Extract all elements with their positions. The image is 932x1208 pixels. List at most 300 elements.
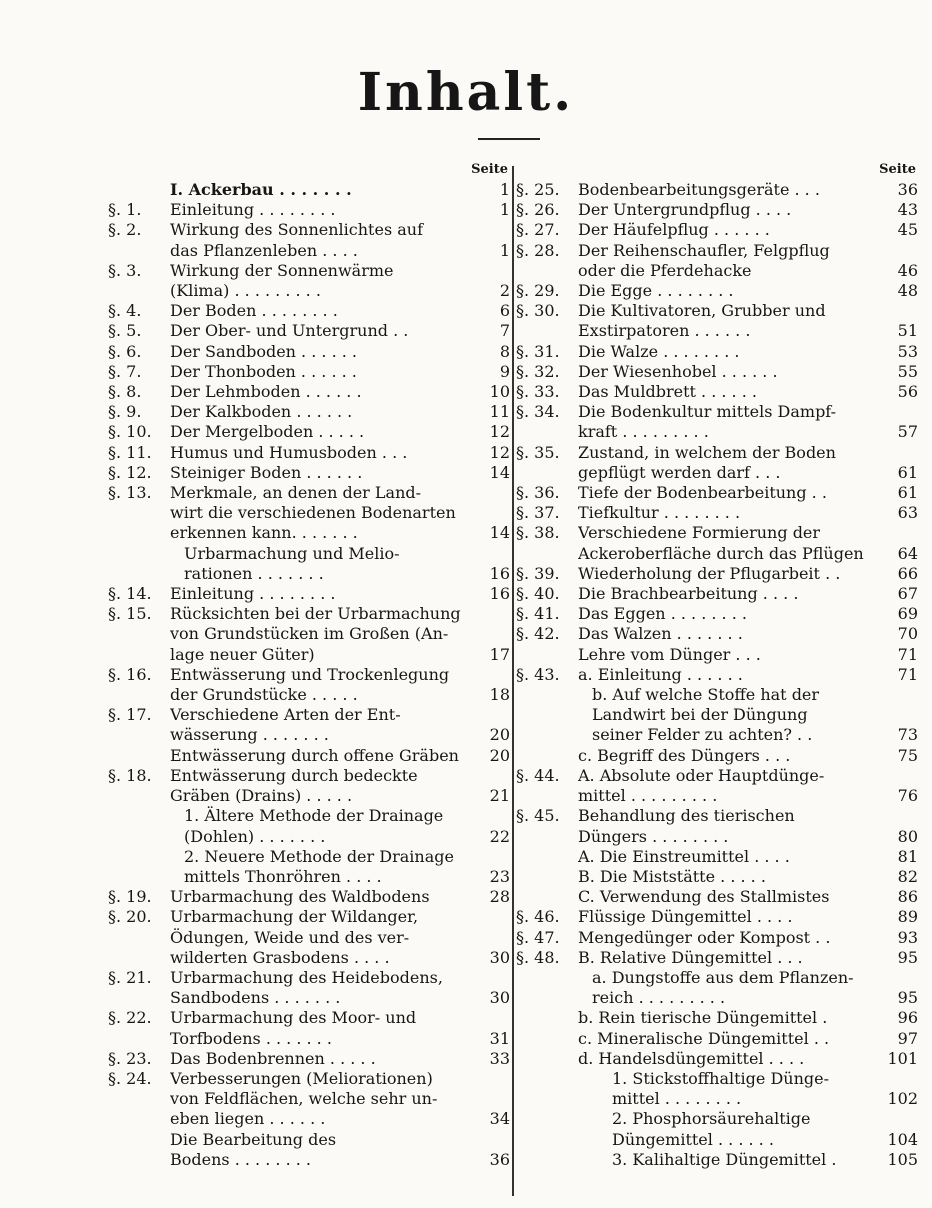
entry-title: von Feldflächen, welche sehr un- xyxy=(170,1089,438,1109)
page-number: 1 xyxy=(499,200,510,220)
toc-entry-line xyxy=(516,645,918,665)
toc-entry-line xyxy=(108,725,510,745)
page-number xyxy=(476,907,510,927)
toc-entry-line xyxy=(516,200,918,220)
page-number: 36 xyxy=(897,180,918,199)
toc-entry-line xyxy=(108,847,510,867)
section-number xyxy=(516,463,578,483)
entry-title: Entwässerung durch offene Gräben xyxy=(170,745,459,765)
page-number: 63 xyxy=(897,503,918,523)
entry-title: Tiefkultur . . . . . . . . xyxy=(578,503,741,523)
page-number: 18 xyxy=(489,685,510,705)
toc-entry-line xyxy=(108,887,510,907)
toc-entry-line xyxy=(516,362,918,382)
toc-entry-line xyxy=(516,907,918,927)
page-number: 11 xyxy=(489,402,510,422)
section-number: §. 6. xyxy=(108,341,142,361)
entry-title: Urbarmachung der Wildanger, xyxy=(170,907,419,927)
section-number: §. 22. xyxy=(108,1008,152,1028)
entry-title: erkennen kann. . . . . . . xyxy=(170,523,358,543)
toc-entry-line xyxy=(108,806,510,826)
toc-entry-line xyxy=(516,544,918,564)
section-number: §. 39. xyxy=(516,563,560,583)
entry-title: Düngers . . . . . . . . xyxy=(578,826,729,846)
toc-entry-line xyxy=(108,1150,510,1170)
entry-title: Verschiedene Formierung der xyxy=(578,523,821,543)
entry-title: Einleitung . . . . . . . . xyxy=(170,200,336,220)
toc-entry-line xyxy=(108,443,510,463)
page-number: 73 xyxy=(897,725,918,745)
page-number: 7 xyxy=(499,321,510,341)
entry-title: Die Bodenkultur mittels Dampf- xyxy=(578,402,837,422)
toc-entry-line xyxy=(516,624,918,644)
toc-entry-line xyxy=(108,180,510,200)
section-number: §. 48. xyxy=(516,947,560,967)
entry-title: Das Bodenbrennen . . . . . xyxy=(170,1048,376,1068)
toc-entry-line xyxy=(108,1109,510,1129)
page-number xyxy=(884,402,918,422)
section-number xyxy=(108,786,170,806)
toc-entry-line xyxy=(516,1049,918,1069)
page-number: 61 xyxy=(897,462,918,482)
page-number: 12 xyxy=(489,442,510,462)
entry-title: Rücksichten bei der Urbarmachung xyxy=(170,604,461,624)
entry-title: Bodenbearbeitungsgeräte . . . xyxy=(578,180,820,199)
entry-title: der Grundstücke . . . . . xyxy=(170,685,358,705)
entry-title: (Klima) . . . . . . . . . xyxy=(170,281,321,301)
toc-entry-line xyxy=(108,1130,510,1150)
entry-title: Die Bearbeitung des xyxy=(170,1129,337,1149)
page-number: 45 xyxy=(897,220,918,240)
toc-column-left xyxy=(108,162,510,1170)
toc-entry-line xyxy=(516,321,918,341)
page-number: 17 xyxy=(489,644,510,664)
entry-title: Steiniger Boden . . . . . . xyxy=(170,462,363,482)
section-number: §. 20. xyxy=(108,907,152,927)
section-number: §. 18. xyxy=(108,765,152,785)
section-number xyxy=(108,1029,170,1049)
page-number xyxy=(476,968,510,988)
section-number: §. 10. xyxy=(108,422,152,442)
page-number: 67 xyxy=(897,584,918,604)
page-number: 53 xyxy=(897,341,918,361)
section-number xyxy=(516,705,578,725)
toc-entry-line xyxy=(516,1150,918,1170)
section-number: §. 23. xyxy=(108,1048,152,1068)
toc-entry-line xyxy=(516,665,918,685)
page-number xyxy=(476,624,510,644)
entry-title: Behandlung des tierischen xyxy=(578,806,795,826)
page-number: 95 xyxy=(897,947,918,967)
entry-title: mittel . . . . . . . . xyxy=(612,1089,742,1109)
toc-entry-line xyxy=(516,503,918,523)
page-number xyxy=(476,503,510,523)
section-number xyxy=(108,180,170,200)
page-number: 20 xyxy=(489,725,510,745)
section-number xyxy=(108,847,170,867)
toc-entry-line xyxy=(516,847,918,867)
section-number: §. 11. xyxy=(108,442,152,462)
entry-title: C. Verwendung des Stallmistes xyxy=(578,887,830,907)
section-number xyxy=(516,968,578,988)
toc-entry-line xyxy=(108,200,510,220)
page-number: 51 xyxy=(897,321,918,341)
page-number xyxy=(476,261,510,281)
toc-entry-line xyxy=(108,746,510,766)
page-number xyxy=(476,220,510,240)
page-number xyxy=(884,766,918,786)
entry-title: Tiefe der Bodenbearbeitung . . xyxy=(578,483,827,503)
entry-title: 2. Neuere Methode der Drainage xyxy=(184,846,454,866)
page-number: 23 xyxy=(489,866,510,886)
toc-entry-line xyxy=(108,241,510,261)
page-number: 71 xyxy=(897,644,918,664)
entry-title: seiner Felder zu achten? . . xyxy=(592,725,813,745)
section-number: §. 3. xyxy=(108,260,142,280)
section-number: §. 5. xyxy=(108,321,142,341)
entry-title: Der Ober- und Untergrund . . xyxy=(170,321,409,341)
toc-entry-line xyxy=(108,342,510,362)
entry-title: d. Handelsdüngemittel . . . . xyxy=(578,1048,805,1068)
entry-title: Urbarmachung des Moor- und xyxy=(170,1008,417,1028)
seite-header-right: Seite xyxy=(879,162,916,177)
section-number: §. 38. xyxy=(516,523,560,543)
toc-entry-line xyxy=(516,220,918,240)
section-number: §. 40. xyxy=(516,584,560,604)
page-number: 20 xyxy=(489,745,510,765)
page-number xyxy=(884,1069,918,1089)
entry-title: Ackeroberfläche durch das Pflügen xyxy=(578,543,864,563)
entry-title: Der Reihenschaufler, Felgpflug xyxy=(578,240,830,260)
section-number xyxy=(108,1150,170,1170)
entry-title: Urbarmachung des Waldbodens xyxy=(170,887,430,907)
page-number: 93 xyxy=(897,927,918,947)
section-number: §. 14. xyxy=(108,584,152,604)
page-number: 1 xyxy=(499,180,510,199)
toc-entry-line xyxy=(108,1089,510,1109)
toc-entry-line xyxy=(108,584,510,604)
toc-entry-line xyxy=(108,281,510,301)
section-number xyxy=(516,544,578,564)
toc-entry-line xyxy=(108,463,510,483)
section-number xyxy=(516,422,578,442)
page-number xyxy=(884,705,918,725)
entry-title: Wiederholung der Pflugarbeit . . xyxy=(578,563,841,583)
page-number: 96 xyxy=(897,1008,918,1028)
entry-title: Wirkung der Sonnenwärme xyxy=(170,260,394,280)
toc-entry-line xyxy=(516,584,918,604)
entry-title: Exstirpatoren . . . . . . xyxy=(578,321,751,341)
section-number: §. 44. xyxy=(516,765,560,785)
toc-entry-line xyxy=(108,867,510,887)
page-number xyxy=(476,544,510,564)
entry-title: a. Dungstoffe aus dem Pflanzen- xyxy=(592,967,854,987)
section-number: §. 1. xyxy=(108,200,142,220)
entry-title: rationen . . . . . . . xyxy=(184,563,324,583)
toc-entry-line xyxy=(516,342,918,362)
toc-entry-line xyxy=(516,705,918,725)
page-number xyxy=(476,1130,510,1150)
section-number xyxy=(108,725,170,745)
section-number xyxy=(516,786,578,806)
toc-entry-line xyxy=(516,241,918,261)
section-number: §. 45. xyxy=(516,806,560,826)
entry-title: Der Häufelpflug . . . . . . xyxy=(578,220,770,240)
section-number: §. 47. xyxy=(516,927,560,947)
section-number xyxy=(516,1008,578,1028)
entry-title: Landwirt bei der Düngung xyxy=(592,705,808,725)
section-number: §. 46. xyxy=(516,907,560,927)
toc-entry-line xyxy=(516,281,918,301)
section-number xyxy=(516,1150,578,1170)
page-number: 14 xyxy=(489,523,510,543)
page-number: 22 xyxy=(489,826,510,846)
section-number: §. 15. xyxy=(108,604,152,624)
page-number: 101 xyxy=(887,1048,918,1068)
entry-title: Bodens . . . . . . . . xyxy=(170,1149,311,1169)
entry-title: Einleitung . . . . . . . . xyxy=(170,584,336,604)
toc-entry-line xyxy=(108,1029,510,1049)
page-number xyxy=(476,665,510,685)
entry-title: wässerung . . . . . . . xyxy=(170,725,329,745)
page-number: 61 xyxy=(897,483,918,503)
section-number: §. 29. xyxy=(516,281,560,301)
toc-entry-line xyxy=(108,928,510,948)
page-number: 55 xyxy=(897,361,918,381)
toc-entry-line xyxy=(108,1008,510,1028)
entry-title: 1. Ältere Methode der Drainage xyxy=(184,806,444,826)
section-number: §. 32. xyxy=(516,361,560,381)
section-number xyxy=(108,503,170,523)
entry-title: 3. Kalihaltige Düngemittel . xyxy=(612,1149,837,1169)
section-number xyxy=(108,746,170,766)
section-number: §. 36. xyxy=(516,483,560,503)
toc-entry-line xyxy=(516,988,918,1008)
page-number: 105 xyxy=(887,1149,918,1169)
entry-title: Der Kalkboden . . . . . . xyxy=(170,402,353,422)
page-number: 8 xyxy=(499,341,510,361)
section-number xyxy=(516,988,578,1008)
section-number xyxy=(108,645,170,665)
page-number xyxy=(476,1089,510,1109)
toc-entry-line xyxy=(516,766,918,786)
toc-entry-line xyxy=(516,564,918,584)
toc-entries-right xyxy=(516,180,918,1170)
page-number xyxy=(476,928,510,948)
entry-title: das Pflanzenleben . . . . xyxy=(170,240,358,260)
section-number: §. 26. xyxy=(516,200,560,220)
toc-entry-line xyxy=(516,685,918,705)
toc-entry-line xyxy=(516,523,918,543)
section-number: §. 33. xyxy=(516,382,560,402)
page-title: Inhalt. xyxy=(357,62,575,123)
toc-entry-line xyxy=(516,968,918,988)
entry-title: Wirkung des Sonnenlichtes auf xyxy=(170,220,424,240)
entry-title: Humus und Humusboden . . . xyxy=(170,442,408,462)
entry-title: c. Begriff des Düngers . . . xyxy=(578,745,791,765)
page-number: 28 xyxy=(489,887,510,907)
page-number: 16 xyxy=(489,584,510,604)
page-number: 57 xyxy=(897,422,918,442)
toc-entry-line xyxy=(108,503,510,523)
section-number xyxy=(516,847,578,867)
entry-title: lage neuer Güter) xyxy=(170,644,315,664)
section-number: §. 24. xyxy=(108,1068,152,1088)
entry-title: 1. Stickstoffhaltige Dünge- xyxy=(612,1068,830,1088)
toc-entry-line xyxy=(108,564,510,584)
section-number: §. 35. xyxy=(516,442,560,462)
entry-title: Verbesserungen (Meliorationen) xyxy=(170,1068,433,1088)
page-number xyxy=(476,483,510,503)
toc-entry-line xyxy=(516,261,918,281)
toc-entry-line xyxy=(108,523,510,543)
section-number xyxy=(108,988,170,1008)
entry-title: Der Boden . . . . . . . . xyxy=(170,301,338,321)
section-number xyxy=(516,1130,578,1150)
page-number: 70 xyxy=(897,624,918,644)
section-number xyxy=(516,887,578,907)
toc-entry-line xyxy=(516,928,918,948)
section-number xyxy=(516,645,578,665)
section-number xyxy=(516,1089,578,1109)
page-number xyxy=(476,1069,510,1089)
page-number: 66 xyxy=(897,563,918,583)
entry-title: reich . . . . . . . . . xyxy=(592,988,726,1008)
toc-entry-line xyxy=(108,827,510,847)
entry-title: Die Egge . . . . . . . . xyxy=(578,281,734,301)
page-number: 31 xyxy=(489,1028,510,1048)
entry-title: Die Kultivatoren, Grubber und xyxy=(578,301,826,321)
page-number: 46 xyxy=(897,260,918,280)
entry-title: b. Rein tierische Düngemittel . xyxy=(578,1008,828,1028)
section-number xyxy=(108,685,170,705)
section-number: §. 4. xyxy=(108,301,142,321)
toc-entry-line xyxy=(108,483,510,503)
toc-entry-line xyxy=(516,806,918,826)
entry-title: Gräben (Drains) . . . . . xyxy=(170,786,353,806)
page-number: 75 xyxy=(897,745,918,765)
page-number: 97 xyxy=(897,1028,918,1048)
toc-entry-line xyxy=(516,948,918,968)
entry-title: Der Mergelboden . . . . . xyxy=(170,422,365,442)
entry-title: B. Relative Düngemittel . . . xyxy=(578,947,803,967)
entry-title: kraft . . . . . . . . . xyxy=(578,422,709,442)
toc-entry-line xyxy=(108,382,510,402)
section-number xyxy=(516,746,578,766)
page-number: 69 xyxy=(897,604,918,624)
page-number xyxy=(884,685,918,705)
page-number: 71 xyxy=(897,664,918,684)
page-number xyxy=(884,968,918,988)
toc-entry-line xyxy=(516,382,918,402)
toc-entry-line xyxy=(516,827,918,847)
entry-title: Urbarmachung des Heidebodens, xyxy=(170,967,443,987)
toc-entry-line xyxy=(108,705,510,725)
page-number: 21 xyxy=(489,786,510,806)
page-number: 95 xyxy=(897,988,918,1008)
toc-entry-line xyxy=(108,544,510,564)
section-number xyxy=(108,281,170,301)
page-number: 56 xyxy=(897,382,918,402)
entry-title: von Grundstücken im Großen (An- xyxy=(170,624,449,644)
page-number: 6 xyxy=(499,301,510,321)
toc-entry-line xyxy=(108,422,510,442)
section-number xyxy=(516,321,578,341)
page-number: 81 xyxy=(897,846,918,866)
entry-title: I. Ackerbau . . . . . . . xyxy=(170,180,352,199)
entry-title: wilderten Grasbodens . . . . xyxy=(170,947,390,967)
page-number: 33 xyxy=(489,1048,510,1068)
page-number: 80 xyxy=(897,826,918,846)
toc-entry-line xyxy=(516,1069,918,1089)
section-number xyxy=(108,1109,170,1129)
section-number: §. 30. xyxy=(516,301,560,321)
toc-entry-line xyxy=(516,301,918,321)
page-number: 12 xyxy=(489,422,510,442)
page-number: 9 xyxy=(499,361,510,381)
page-number: 14 xyxy=(489,462,510,482)
section-number xyxy=(108,544,170,564)
page-number xyxy=(476,604,510,624)
toc-entry-line xyxy=(108,988,510,1008)
entry-title: Der Wiesenhobel . . . . . . xyxy=(578,361,778,381)
section-number: §. 41. xyxy=(516,604,560,624)
entry-title: Düngemittel . . . . . . xyxy=(612,1129,774,1149)
page-number: 43 xyxy=(897,200,918,220)
page-number xyxy=(476,1008,510,1028)
section-number xyxy=(516,1109,578,1129)
toc-entry-line xyxy=(108,766,510,786)
entry-title: Torfbodens . . . . . . . xyxy=(170,1028,332,1048)
toc-entry-line xyxy=(516,463,918,483)
section-number xyxy=(108,806,170,826)
section-number xyxy=(516,1049,578,1069)
toc-entry-line xyxy=(516,1109,918,1129)
page-number xyxy=(884,806,918,826)
toc-entry-line xyxy=(108,624,510,644)
entry-title: Der Lehmboden . . . . . . xyxy=(170,382,362,402)
toc-entry-line xyxy=(516,1089,918,1109)
section-number xyxy=(108,1130,170,1150)
entry-title: Der Untergrundpflug . . . . xyxy=(578,200,792,220)
entry-title: oder die Pferdehacke xyxy=(578,260,752,280)
section-number: §. 43. xyxy=(516,664,560,684)
entry-title: gepflügt werden darf . . . xyxy=(578,462,781,482)
toc-entry-line xyxy=(516,1029,918,1049)
section-number: §. 25. xyxy=(516,180,560,199)
toc-entry-line xyxy=(516,1008,918,1028)
section-number xyxy=(516,1029,578,1049)
page-number: 76 xyxy=(897,786,918,806)
entry-title: Der Thonboden . . . . . . xyxy=(170,361,357,381)
section-number xyxy=(108,827,170,847)
section-number: §. 42. xyxy=(516,624,560,644)
toc-entry-line xyxy=(108,1069,510,1089)
page-number xyxy=(884,301,918,321)
toc-entry-line xyxy=(108,604,510,624)
page-number xyxy=(884,241,918,261)
section-number xyxy=(516,827,578,847)
entry-title: Verschiedene Arten der Ent- xyxy=(170,705,401,725)
page-number: 82 xyxy=(897,866,918,886)
entry-title: Merkmale, an denen der Land- xyxy=(170,483,422,503)
entry-title: c. Mineralische Düngemittel . . xyxy=(578,1028,830,1048)
toc-entry-line xyxy=(108,665,510,685)
toc-entry-line xyxy=(108,261,510,281)
page-number xyxy=(884,443,918,463)
section-number: §. 21. xyxy=(108,967,152,987)
section-number xyxy=(108,1089,170,1109)
